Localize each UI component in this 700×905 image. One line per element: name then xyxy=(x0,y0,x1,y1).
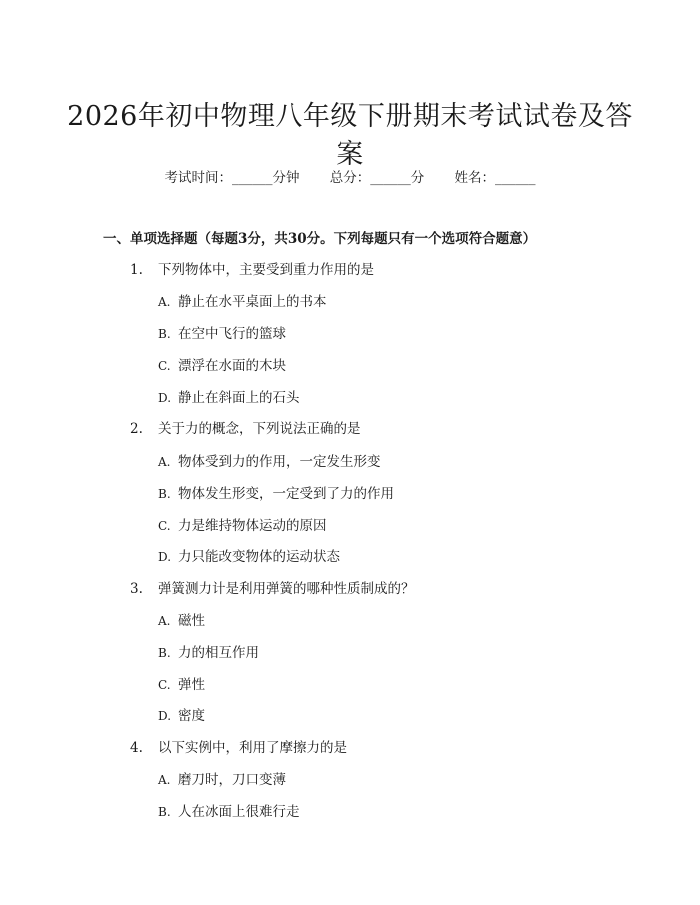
question-number: 4. xyxy=(130,740,143,756)
option-letter: D. xyxy=(158,391,172,405)
option-letter: A. xyxy=(158,295,171,309)
question-2-option-a xyxy=(158,452,381,472)
option-text: 磁性 xyxy=(178,613,205,629)
option-letter: C. xyxy=(158,519,171,533)
question-1-option-d xyxy=(158,388,300,408)
question-text: 弹簧测力计是利用弹簧的哪种性质制成的？ xyxy=(158,581,415,597)
question-text: 关于力的概念，下列说法正确的是 xyxy=(158,421,361,437)
option-letter: B. xyxy=(158,646,171,660)
option-letter: D. xyxy=(158,709,172,723)
question-4 xyxy=(130,738,347,758)
question-1-option-b xyxy=(158,324,286,344)
question-1 xyxy=(130,260,374,280)
option-text: 物体受到力的作用，一定发生形变 xyxy=(178,454,381,470)
question-2 xyxy=(130,419,361,439)
option-text: 静止在斜面上的石头 xyxy=(178,390,300,406)
question-3-option-b xyxy=(158,643,259,663)
option-letter: C. xyxy=(158,678,171,692)
exam-score-field: 总分：______分 xyxy=(329,170,425,186)
question-number: 3. xyxy=(130,581,143,597)
question-number: 1. xyxy=(130,262,143,278)
question-4-option-a xyxy=(158,770,286,790)
option-text: 力只能改变物体的运动状态 xyxy=(178,549,340,565)
option-text: 物体发生形变，一定受到了力的作用 xyxy=(178,486,394,502)
question-2-option-c xyxy=(158,516,327,536)
exam-title: 2026年初中物理八年级下册期末考试试卷及答案 xyxy=(67,101,633,171)
option-letter: A. xyxy=(158,773,171,787)
exam-time-field: 考试时间：______分钟 xyxy=(164,170,300,186)
option-letter: B. xyxy=(158,327,171,341)
option-text: 静止在水平桌面上的书本 xyxy=(178,294,327,310)
exam-name-field: 姓名：______ xyxy=(454,170,536,186)
question-3 xyxy=(130,579,415,599)
question-3-option-a xyxy=(158,611,205,631)
question-text: 下列物体中，主要受到重力作用的是 xyxy=(158,262,374,278)
option-letter: A. xyxy=(158,455,171,469)
option-text: 在空中飞行的篮球 xyxy=(178,326,286,342)
option-letter: A. xyxy=(158,614,171,628)
option-text: 力是维持物体运动的原因 xyxy=(178,518,327,534)
option-text: 弹性 xyxy=(178,677,205,693)
option-letter: D. xyxy=(158,550,172,564)
option-text: 磨刀时，刀口变薄 xyxy=(178,772,286,788)
option-text: 漂浮在水面的木块 xyxy=(178,358,286,374)
option-letter: B. xyxy=(158,487,171,501)
question-4-option-b xyxy=(158,802,300,822)
question-1-option-c xyxy=(158,356,286,376)
option-text: 力的相互作用 xyxy=(178,645,259,661)
option-letter: B. xyxy=(158,805,171,819)
question-3-option-d xyxy=(158,706,205,726)
question-2-option-d xyxy=(158,547,340,567)
question-number: 2. xyxy=(130,421,143,437)
question-3-option-c xyxy=(158,675,205,695)
question-1-option-a xyxy=(158,292,327,312)
question-text: 以下实例中，利用了摩擦力的是 xyxy=(158,740,347,756)
section-heading: 一、单项选择题（每题3分，共30分。下列每题只有一个选项符合题意） xyxy=(103,231,537,247)
question-2-option-b xyxy=(158,484,394,504)
option-text: 密度 xyxy=(178,708,205,724)
option-text: 人在冰面上很难行走 xyxy=(178,804,300,820)
exam-meta xyxy=(0,168,700,188)
option-letter: C. xyxy=(158,359,171,373)
